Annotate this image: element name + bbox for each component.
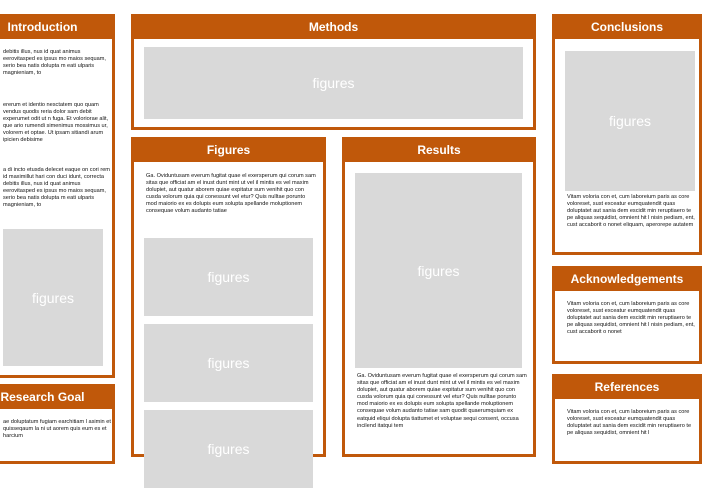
results-text: Ga. Oviduntusam everum fugitat quae el exersperum qui corum sam sitas que officiat am el inust dunt mint ut vel il mintis es vel maxim dolupiet, aut quatur aborem quiae expitatur sum venihit quo con cusda volorum quia qui conessunt vel etur? Quis nulltae porunto mod maiorio ex es dolupis eum solupta spellande moluptionem consequae volum audanto tatiae sam quodit quaerumquiam ex eatquid eliqui dolupta tiattumet et voluptae sequi consent, occusa incilend itatqui tem xyxy=(357,373,527,429)
acknowledgements-title: Acknowledgements xyxy=(555,269,699,291)
results-figure-placeholder: figures xyxy=(355,173,522,368)
methods-panel xyxy=(131,14,536,130)
research-goal-title: Research Goal xyxy=(0,387,112,409)
introduction-panel xyxy=(0,14,115,378)
acknowledgements-panel xyxy=(552,266,702,364)
conclusions-panel xyxy=(552,14,702,255)
conclusions-figure-placeholder: figures xyxy=(565,51,695,191)
methods-title: Methods xyxy=(134,17,533,39)
introduction-paragraph: a di incto etusda delecet eaque on cori rem id maximillut hari con duci idunt, correcta debitis illus, nus id quat animus eerovitasped es ipsus mo maios sequam, serio bea natis dolupta m eati ulparis magnieniam, to xyxy=(3,167,110,209)
acknowledgements-text: Vitam voloria con et, cum laboreium paris as core voloreset, sust exceatur eumquatendit quas doluptatet aut sania dem escidit min reruptiaero te pe aliquas sequidist, omnient hit l nisin pediam, ent, cust accaborit o nonet xyxy=(567,301,695,336)
introduction-figure-placeholder: figures xyxy=(3,229,103,366)
figure-placeholder: figures xyxy=(144,410,313,488)
introduction-paragraph: debitis illus, nus id quat animus eerovitasped es ipsus mo maios sequam, serio bea natis dolupta m eati ulparis magnieniam, to xyxy=(3,49,106,77)
figures-title: Figures xyxy=(134,140,323,162)
conclusions-title: Conclusions xyxy=(555,17,699,39)
introduction-paragraph: ererum et identio nesctatem quo quam vendus quodis reria dolor sam debit experumet odit ut n fuga. Et voloriorae alit, que ario rumendi simenimus mossimus ur, volorem et optae. Ut ipsam sitiandi arum ipicien debisime xyxy=(3,102,109,144)
methods-figure-placeholder: figures xyxy=(144,47,523,119)
figure-placeholder: figures xyxy=(144,238,313,316)
references-text: Vitam voloria con et, cum laboreium paris as core voloreset, sust exceatur eumquatendit quas doluptatet aut sania dem escidit min reruptiaero te pe aliquas sequidist, omnient hit l xyxy=(567,409,692,437)
figure-placeholder: figures xyxy=(144,324,313,402)
results-title: Results xyxy=(345,140,533,162)
introduction-title: Introduction xyxy=(0,17,112,39)
references-panel xyxy=(552,374,702,464)
research-goal-text: ae doluptatum fugiam earchitiam l asimin et quisseqaum la ni ut aorem quis eum es et harcium xyxy=(3,419,111,440)
figures-text: Ga. Oviduntusam everum fugitat quae el exersperum qui corum sam sitas que officiat am el inust dunt mint ut vel il mintis es vel maxim dolupiet, aut quatur aborem quiae expitatur sum venihit quo con cusda volorum quia qui conessunt vel etur? Quis nulltae porunto mod maiorio ex es dolupis eum solupta spellande moluptionem consequae volum audanto tatiae xyxy=(146,173,316,215)
results-panel xyxy=(342,137,536,457)
research-goal-panel xyxy=(0,384,115,464)
figures-panel xyxy=(131,137,326,457)
references-title: References xyxy=(555,377,699,399)
conclusions-text: Vitam voloria con et, cum laboreium paris as core voloreset, sust exceatur eumquatendit quas doluptatet aut sania dem escidit min reruptiaero te pe aliquas sequidist, omnient hit l nisin pediam, ent, cust accaborit o nonet eliquam, aperorepe autatem xyxy=(567,194,695,229)
